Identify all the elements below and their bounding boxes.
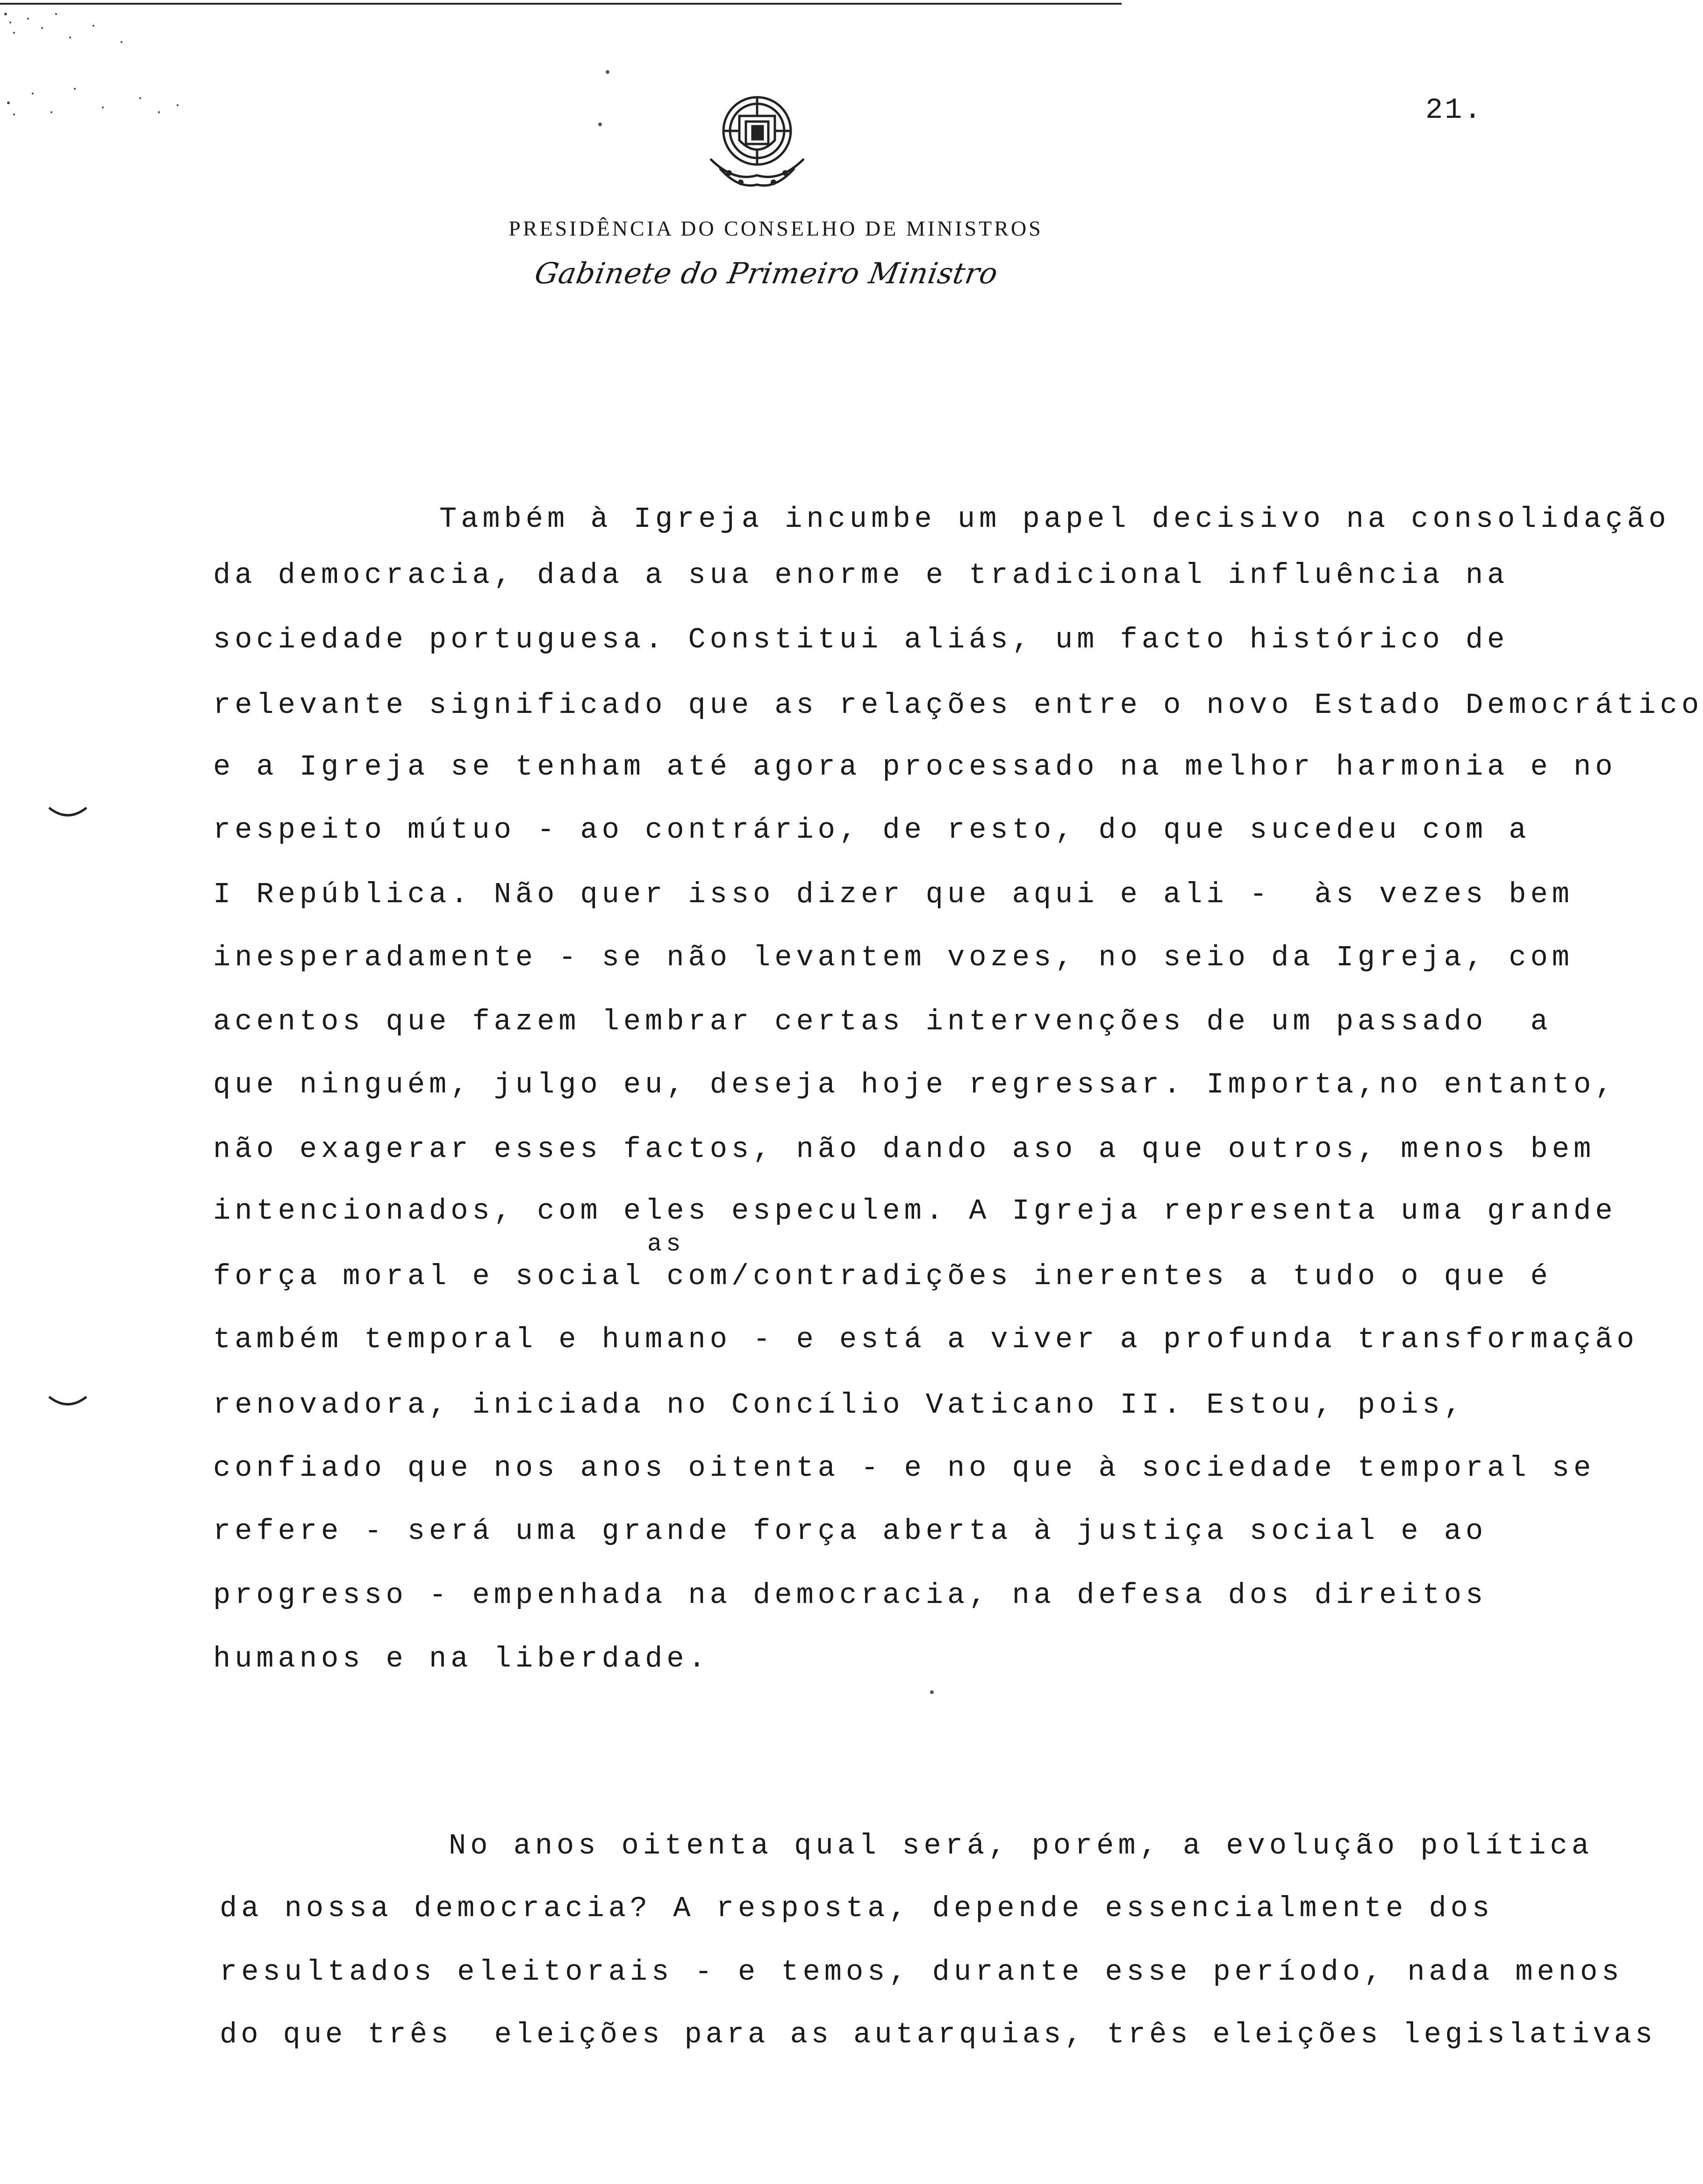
body-line: relevante significado que as relações entre o novo Estado Democrático (213, 689, 1703, 722)
page-number: 21. (1425, 93, 1483, 127)
body-line: confiado que nos anos oitenta - e no que à sociedade temporal se (213, 1451, 1596, 1485)
speck-dot (598, 122, 602, 126)
scan-specks (0, 0, 196, 140)
margin-punch-mark (47, 1393, 89, 1412)
body-line: e a Igreja se tenham até agora processado na melhor harmonia e no (213, 750, 1617, 783)
body-line: No anos oitenta qual será, porém, a evolução política (449, 1829, 1593, 1862)
organization-name: PRESIDÊNCIA DO CONSELHO DE MINISTROS (508, 216, 1043, 240)
margin-punch-mark (47, 804, 89, 823)
body-line: respeito mútuo - ao contrário, de resto, do que sucedeu com a (213, 813, 1531, 847)
body-line: progresso - empenhada na democracia, na defesa dos direitos (213, 1579, 1488, 1612)
body-line: força moral e social com/contradições inerentes a tudo o que é (213, 1260, 1552, 1293)
body-line: resultados eleitorais - e temos, durante esse período, nada menos (220, 1955, 1624, 1989)
body-line: do que três eleições para as autarquias, três eleições legislativas (220, 2018, 1657, 2051)
body-line: renovadora, iniciada no Concílio Vaticano II. Estou, pois, (213, 1388, 1466, 1422)
body-line: da nossa democracia? A resposta, depende essencialmente dos (220, 1892, 1494, 1925)
body-line: I República. Não quer isso dizer que aqui e ali - às vezes bem (213, 878, 1574, 911)
speck-dot (930, 1690, 934, 1694)
body-line: humanos e na liberdade. (213, 1642, 710, 1675)
speck-dot (606, 70, 609, 74)
body-line: acentos que fazem lembrar certas intervenções de um passado a (213, 1005, 1552, 1038)
body-line: também temporal e humano - e está a viver a profunda transformação (213, 1323, 1639, 1356)
body-line: refere - será uma grande força aberta à justiça social e ao (213, 1515, 1488, 1548)
office-name: Gabinete do Primeiro Ministro (532, 256, 1001, 290)
body-line: intencionados, com eles especulem. A Igreja representa uma grande (213, 1194, 1617, 1228)
body-line: sociedade portuguesa. Constitui aliás, um facto histórico de (213, 623, 1509, 656)
body-line: não exagerar esses factos, não dando aso a que outros, menos bem (213, 1133, 1596, 1166)
handwritten-insertion: as (647, 1230, 685, 1258)
body-line: inesperadamente - se não levantem vozes, no seio da Igreja, com (213, 941, 1574, 974)
body-line: Também à Igreja incumbe um papel decisivo na consolidação (439, 503, 1670, 536)
body-line: que ninguém, julgo eu, deseja hoje regressar. Importa,no entanto, (213, 1068, 1617, 1101)
body-line: da democracia, dada a sua enorme e tradicional influência na (213, 559, 1509, 592)
coat-of-arms-icon (696, 89, 818, 201)
